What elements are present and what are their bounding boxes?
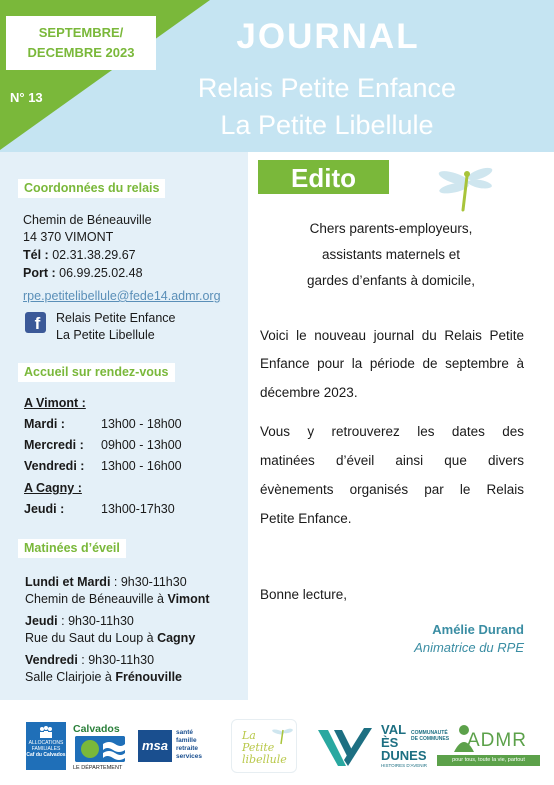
paragraph1-line: Voici le nouveau journal du Relais Petite	[260, 328, 524, 343]
cagny-label: A Cagny :	[24, 481, 82, 495]
schedule-time: 13h00-17h30	[101, 502, 175, 516]
val-es-dunes-tagline: HISTOIRES D'AVENIR	[381, 763, 427, 768]
schedule-time: 13h00 - 18h00	[101, 417, 182, 431]
edition-date-line2: DECEMBRE 2023	[27, 45, 135, 60]
edition-date-box	[6, 16, 156, 70]
partner-logos	[0, 700, 554, 785]
matinee-item-line	[25, 652, 154, 668]
msa-line: famille	[176, 737, 197, 744]
val-es-dunes-line: VAL	[381, 722, 407, 737]
msa-logo: msa	[138, 730, 172, 762]
schedule-day: Vendredi :	[24, 459, 85, 473]
accueil-heading: Accueil sur rendez-vous	[18, 363, 175, 382]
val-es-dunes-text	[381, 723, 427, 762]
paragraph2-line: matinées d’éveil ainsi que divers	[260, 453, 524, 468]
greeting-line: assistants maternels et	[321, 247, 461, 262]
matinee-item-line	[25, 574, 187, 590]
val-es-dunes-line: ÈS	[381, 735, 399, 750]
caf-family-icon	[38, 726, 54, 738]
matinee-town: Frénouville	[115, 670, 183, 684]
email-link[interactable]: rpe.petitelibellule@fede14.admr.org	[23, 289, 221, 303]
dragonfly-icon	[436, 164, 496, 214]
vimont-label: A Vimont :	[24, 396, 86, 410]
facebook-page-line2[interactable]: La Petite Libellule	[56, 328, 155, 342]
val-es-dunes-small-line: DE COMMUNES	[411, 736, 450, 742]
mobile-label: Port :	[23, 266, 56, 280]
matinee-place-line	[25, 669, 182, 685]
relais-title-line1: Relais Petite Enfance	[197, 73, 457, 103]
admr-tagline: pour tous, toute la vie, partout	[437, 755, 540, 766]
relais-title-line2: La Petite Libellule	[220, 110, 434, 140]
matinee-place-line	[25, 591, 210, 607]
msa-tagline	[176, 729, 202, 761]
val-es-dunes-line: DUNES	[381, 748, 427, 763]
mobile-number[interactable]: 06.99.25.02.48	[59, 266, 143, 280]
msa-line: services	[176, 753, 203, 760]
matinee-time: : 9h30-11h30	[110, 575, 187, 589]
matinee-days: Lundi et Mardi	[25, 575, 111, 589]
signer-name: Amélie Durand	[432, 622, 524, 637]
schedule-time: 13h00 - 16h00	[101, 459, 182, 473]
matinee-place: Chemin de Béneauville à	[25, 592, 168, 606]
phone-label: Tél :	[23, 248, 49, 262]
dragonfly-icon	[272, 726, 294, 746]
info-sidebar	[0, 152, 248, 700]
matinee-time: : 9h30-11h30	[57, 614, 134, 628]
matinee-place: Rue du Saut du Loup à	[25, 631, 158, 645]
matinees-heading: Matinées d’éveil	[18, 539, 126, 558]
matinee-town: Cagny	[157, 631, 196, 645]
libellule-logo-line: La	[242, 729, 256, 742]
phone-number[interactable]: 02.31.38.29.67	[52, 248, 136, 262]
header-banner	[0, 0, 554, 152]
libellule-logo-line: Petite	[242, 741, 275, 754]
calvados-title: Calvados	[73, 723, 120, 735]
calvados-logo-icon	[75, 736, 125, 762]
matinee-days: Vendredi	[25, 653, 78, 667]
edito-label: Edito	[258, 160, 389, 194]
mobile-line	[23, 265, 143, 281]
greeting-line: Chers parents-employeurs,	[309, 221, 473, 236]
schedule-day: Jeudi :	[24, 502, 65, 516]
matinee-town: Vimont	[167, 592, 210, 606]
matinee-place-line	[25, 630, 195, 646]
coordonnees-heading: Coordonnées du relais	[18, 179, 165, 198]
petite-libellule-logo	[231, 719, 297, 773]
closing-line: Bonne lecture,	[260, 587, 348, 602]
schedule-day: Mardi :	[24, 417, 65, 431]
greeting-line: gardes d’enfants à domicile,	[306, 273, 476, 288]
matinee-time: : 9h30-11h30	[77, 653, 155, 667]
signer-role: Animatrice du RPE	[414, 640, 524, 655]
admr-logo-text: ADMR	[467, 730, 527, 751]
val-es-dunes-small-line: COMMUNAUTÉ	[411, 730, 448, 736]
paragraph1-line: décembre 2023.	[260, 385, 358, 400]
libellule-logo-line: libellule	[242, 753, 287, 766]
msa-line: retraite	[176, 745, 199, 752]
matinee-place: Salle Clairjoie à	[25, 670, 116, 684]
paragraph2-line: Vous y retrouverez les dates des	[260, 424, 524, 439]
schedule-day: Mercredi :	[24, 438, 84, 452]
val-es-dunes-logo-icon	[316, 724, 376, 770]
facebook-page-line1[interactable]: Relais Petite Enfance	[56, 311, 176, 325]
caf-subtext: Caf du Calvados	[26, 752, 66, 758]
msa-line: santé	[176, 729, 193, 736]
caf-logo	[26, 722, 66, 770]
issue-number: N° 13	[10, 90, 43, 105]
journal-title: JOURNAL	[236, 17, 420, 56]
paragraph2-line: évènements organisés par le Relais	[260, 482, 524, 497]
paragraph1-line: Enfance pour la période de septembre à	[260, 356, 524, 371]
schedule-time: 09h00 - 13h00	[101, 438, 182, 452]
caf-text: ALLOCATIONS FAMILIALES	[28, 740, 64, 752]
matinee-days: Jeudi	[25, 614, 58, 628]
facebook-icon[interactable]: f	[25, 312, 46, 333]
paragraph2-line: Petite Enfance.	[260, 511, 352, 526]
edition-date-line1: SEPTEMBRE/	[38, 25, 124, 40]
relais-title	[150, 70, 504, 144]
address-line1: Chemin de Béneauville	[23, 213, 152, 227]
val-es-dunes-small	[411, 730, 449, 742]
matinee-item-line	[25, 613, 134, 629]
phone-line	[23, 247, 136, 263]
calvados-dept-text: LE DÉPARTEMENT	[73, 765, 123, 771]
address-line2: 14 370 VIMONT	[23, 230, 114, 244]
